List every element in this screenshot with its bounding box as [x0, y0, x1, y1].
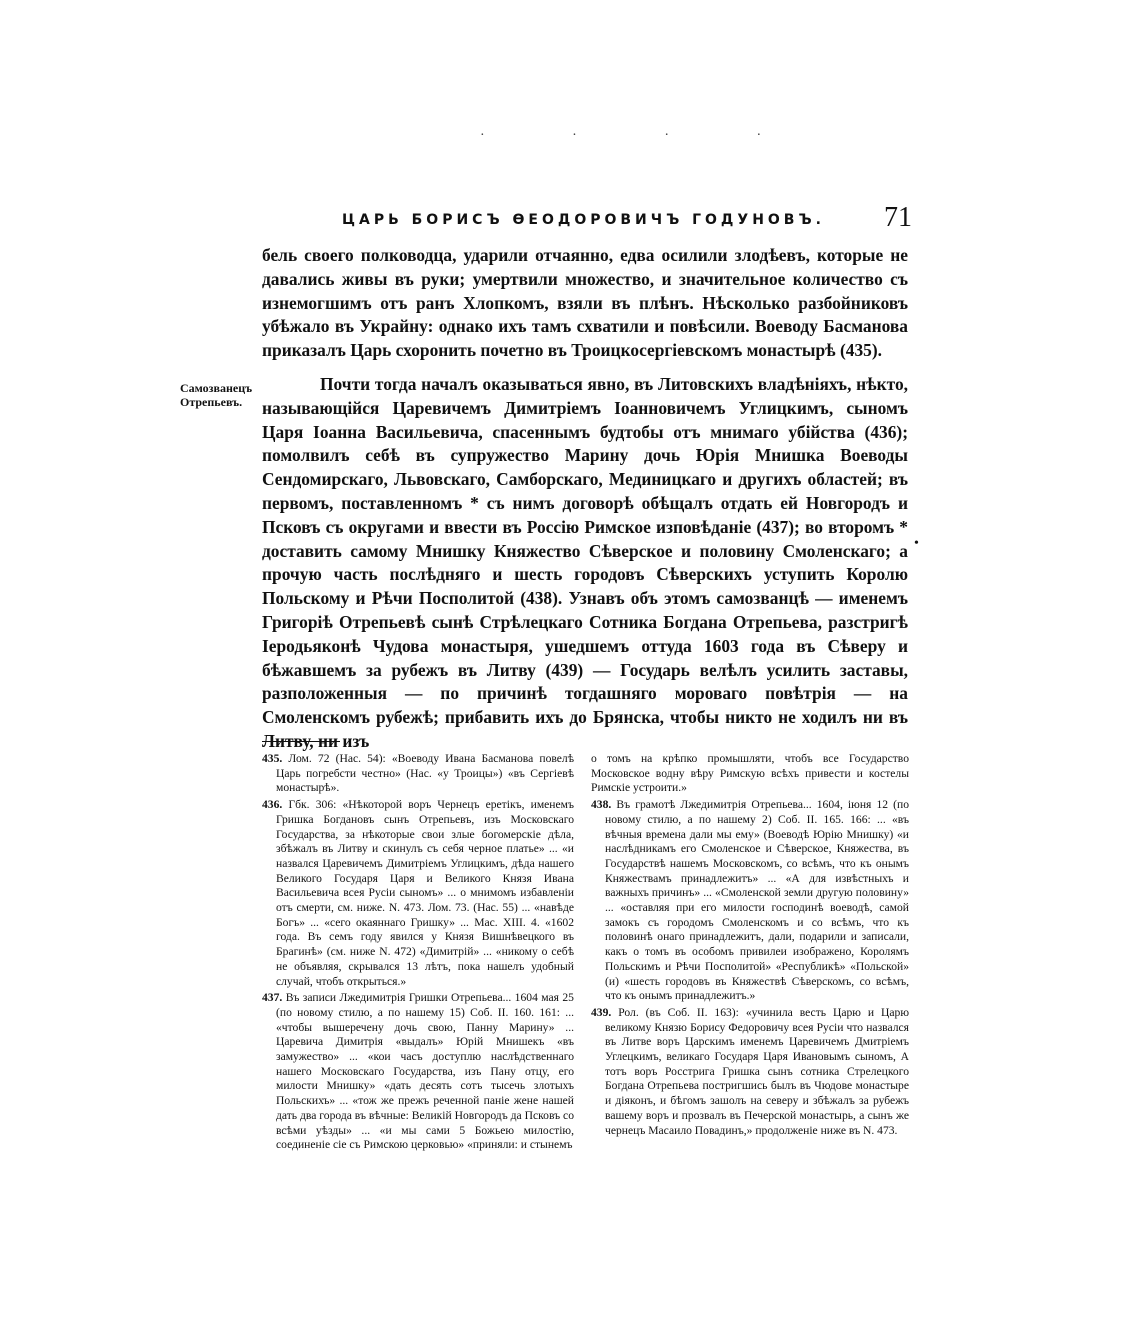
footnote: [262, 798, 574, 989]
running-header: [262, 202, 912, 248]
footnote-text: Лом. 72 (Нас. 54): «Воеводу Ивана Басманова повелѣ Царь погребсти честно» (Нас. «у Троицы») «въ Сергіевѣ монастырѣ».: [276, 752, 574, 795]
margin-note-line: Самозванецъ: [180, 381, 253, 395]
footnote-continuation: о томъ на крѣпко промышляти, чтобъ все Государство Московское водну вѣру Римскую всѣхъ привести и костелы Римскіе устроити.»: [591, 752, 909, 795]
footnote-number: 439.: [591, 1005, 612, 1019]
margin-note-line: Отрепьевъ.: [180, 395, 243, 409]
running-title: ЦАРЬ БОРИСЪ ѲЕОДОРОВИЧЪ ГОДУНОВЪ.: [342, 212, 825, 228]
footnote-number: 436.: [262, 798, 283, 812]
margin-note: [180, 381, 260, 409]
margin-bullet: •: [914, 536, 919, 551]
footnote: [262, 991, 574, 1153]
footnote-text: Рол. (въ Соб. II. 163): «учинила весть Царю и Царю великому Князю Борису Федоровичу всея Русіи что назвался въ Литве воръ Царскимъ именемъ Царевичемъ Дмитріемъ Углецкимъ, великаго Государя Царя Ивановымъ сыномъ, А тотъ воръ Росстрига Гришка сынъ сотника Стрелецкого Богдана Отрепьева постригшись былъ въ Чюдове монастыре и діяконъ, и бѣгомъ зашолъ на северу и збѣжалъ за рубежъ вашему воръ и прозвалъ въ Печерской монастырь, а сынъ же чернецъ Масаило Повадинъ,» продолженіе ниже въ N. 473.: [605, 1005, 909, 1137]
main-text: [262, 244, 908, 754]
paragraph: Почти тогда началъ оказываться явно, въ Литовскихъ владѣніяхъ, нѣкто, называющійся Царевичемъ Димитріемъ Іоанновичемъ Углицкимъ, сыномъ Царя Іоанна Васильевича, спасеннымъ будтобы отъ мнимаго убійства (436); помолвилъ себѣ въ супружество Марину дочь Юрія Мнишка Воеводы Сендомирскаго, Львовскаго, Самборскаго, Мединицкаго и другихъ областей; въ первомъ, поставленномъ * съ нимъ договорѣ обѣщалъ отдать ей Новгородъ и Псковъ съ округами и ввести въ Россію Римское изповѣданіе (437); во второмъ * доставить самому Мнишку Княжество Сѣверское и половину Смоленскаго; а прочую часть послѣдняго и шесть городовъ Сѣверскихъ уступить Королю Польскому и Рѣчи Посполитой (438). Узнавъ объ этомъ самозванцѣ — именемъ Григоріѣ Отрепьевѣ сынѣ Стрѣлецкаго Сотника Богдана Отрепьева, разстригѣ Іеродьяконѣ Чудова монастыря, ушедшемъ оттуда 1603 года въ Сѣверу и бѣжавшемъ за рубежъ въ Литву (439) — Государь велѣлъ усилить заставы, разположенныя — по причинѣ тогдашняго мороваго повѣтрія — на Смоленскомъ рубежѣ; прибавить ихъ до Брянска, чтобы никто не ходилъ ни въ Литву, ни изъ: [262, 373, 908, 751]
scan-specks: · · · ·: [480, 128, 804, 143]
footnote-number: 438.: [591, 798, 612, 812]
page-number: 71: [884, 202, 912, 233]
footnote-number: 435.: [262, 752, 283, 765]
footnote-number: 437.: [262, 991, 283, 1005]
footnote-text: Въ грамотѣ Лжедимитрія Отрепьева... 1604, іюня 12 (по новому стилю, а по нашему 2) Соб. II. 165. 166: ... «въ вѣчныя времена дали мы ему» (Воеводѣ Юрію Мнишку) «и наслѣдникамъ его Смоленское и Сѣверское, Княжества, въ Государствѣ нашемъ Московскомъ, со всѣмъ, что къ онымъ Княжествамъ принадлежитъ» ... «А для извѣстныхъ и важныхъ причинъ» ... «Смоленской земли другую половину» ... «оставляя при его милости господинѣ воеводѣ, самой замокъ съ городомъ Смоленскомъ и со всѣмъ, что къ половинѣ онаго принадлежитъ, дали, подарили и записали, какъ о томъ въ особомъ привилеи изображено, Королямъ Польскимъ и Рѣчи Посполитой» «Республикѣ» «Польской» (и) «шесть городовъ въ Княжествѣ Сѣверскомъ, со всѣмъ, что къ онымъ принадлежитъ.»: [605, 798, 909, 1003]
footnotes-right-column: [591, 752, 909, 1140]
footnotes-left-column: [262, 752, 574, 1155]
footnote-text: Гбк. 306: «Нѣкоторой воръ Чернецъ еретікъ, именемъ Гришка Богдановъ сынъ Отрепьевъ, изъ Московскаго Государства, за нѣкоторые свои злые богомерскіе дѣла, збѣжалъ въ Литву и скинулъ съ себя черное платье» ... «и назвался Царевичемъ Димитріемъ Углицкимъ, дѣда нашего Великого Государя Царя и Великого Князя Ивана Васильевича всея Русіи сыномъ» ... о мнимомъ избавленіи отъ смерти, см. ниже. N. 473. Лом. 73. (Нас. 55) ... «навѣде Богъ» ... «сего окаяннаго Гришку» ... Мас. XIII. 4. «1602 года. Въ семъ году явился у Князя Вишнѣвецкого въ Брагинѣ» (см. ниже N. 472) «Димитрій» ... «никому о себѣ не объявляя, скрывался 13 лѣтъ, пока нашелъ удобный случай, чтобъ открыться.»: [276, 798, 574, 988]
footnote: [591, 798, 909, 1004]
footnote: [262, 752, 574, 796]
footnote-rule: [262, 741, 340, 742]
footnote-text: Въ записи Лжедимитрія Гришки Отрепьева... 1604 мая 25 (по новому стилю, а по нашему 15) Соб. II. 160. 161: ... «чтобы вышеречену дочь свою, Панну Марину» ... Царевича Димитрія «выдалъ» Юрій Мнишекъ «въ замужество» ... «кои часъ доступлю наслѣдственнаго нашего Московскаго Государства, изъ Пану отцу, его милости Мнишку» «дать десять сотъ тысечь злотыхъ Польскихъ» ... «тож же прежъ реченной паніе жене нашей дать два города въ вѣчные: Великій Новгородъ да Псковъ со всѣми уѣзды» ... «и мы сами 5 Божьею милостію, соединеніе сіе съ Римскою церковью» «приняли: и стынемъ: [276, 991, 574, 1152]
footnote: [591, 1006, 909, 1138]
paragraph: бель своего полководца, ударили отчаянно, едва осилили злодѣевъ, которые не давались живы въ руки; умертвили множество, и значительное количество съ изнемогшимъ отъ ранъ Хлопкомъ, взяли въ плѣнъ. Нѣсколько разбойниковъ убѣжало въ Украйну: однако ихъ тамъ схватили и повѣсили. Воеводу Басманова приказалъ Царь схоронить почетно въ Троицкосергіевскомъ монастырѣ (435).: [262, 245, 908, 361]
